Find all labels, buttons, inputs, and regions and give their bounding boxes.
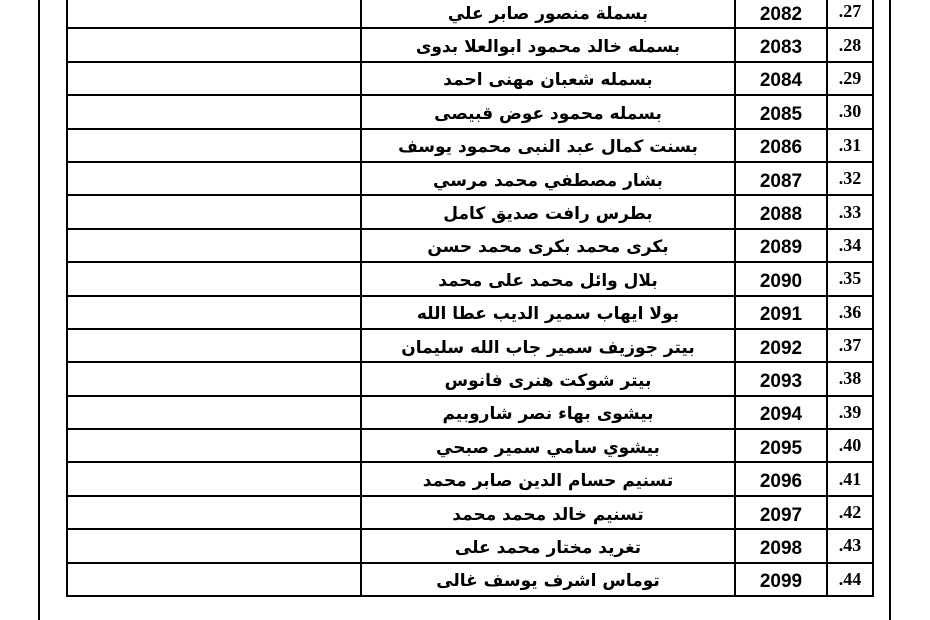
table-row (67, 129, 873, 162)
student-name-cell (361, 396, 735, 429)
seat-number: 2088 (759, 204, 803, 226)
student-name-cell (361, 162, 735, 195)
blank-cell (67, 129, 361, 162)
seat-number-cell (735, 329, 827, 362)
student-name-cell (361, 195, 735, 228)
serial-number: .44 (827, 563, 873, 596)
student-name: بشار مصطفي محمد مرسي (433, 170, 663, 191)
seat-number-cell (735, 195, 827, 228)
seat-number-cell (735, 28, 827, 61)
serial-number: .36 (827, 296, 873, 329)
student-name-cell (361, 362, 735, 395)
seat-number-cell (735, 462, 827, 495)
student-name: بسمله محمود عوض قبيصى (434, 103, 662, 124)
blank-cell (67, 95, 361, 128)
table-row (67, 362, 873, 395)
student-name: بسمله شعبان مهنى احمد (443, 70, 653, 91)
serial-number: .32 (827, 162, 873, 195)
seat-number-cell (735, 563, 827, 596)
student-name: تسنيم حسام الدين صابر محمد (422, 471, 674, 492)
student-name: بسمله خالد محمود ابوالعلا بدوى (415, 37, 681, 58)
student-name: بسملة منصور صابر علي (447, 3, 649, 24)
student-name: بلال وائل محمد على محمد (438, 270, 658, 291)
seat-number: 2093 (759, 370, 803, 392)
student-name: بيتر جوزيف سمير جاب الله سليمان (401, 337, 695, 358)
seat-number: 2083 (759, 37, 803, 59)
student-name: بكرى محمد بكرى محمد حسن (427, 237, 669, 258)
student-name-cell (361, 496, 735, 529)
seat-number: 2092 (759, 337, 803, 359)
blank-cell (67, 496, 361, 529)
table-row (67, 162, 873, 195)
table-row (67, 462, 873, 495)
seat-number: 2084 (759, 70, 803, 92)
seat-number: 2089 (759, 237, 803, 259)
student-name: تغريد مختار محمد على (454, 537, 642, 558)
table-row (67, 262, 873, 295)
student-name-cell (361, 429, 735, 462)
blank-cell (67, 262, 361, 295)
student-name: توماس اشرف يوسف غالى (436, 571, 660, 592)
seat-number: 2099 (759, 571, 803, 593)
table-row (67, 496, 873, 529)
blank-cell (67, 329, 361, 362)
seat-number: 2096 (759, 471, 803, 493)
table-row (67, 296, 873, 329)
student-name: بيشوى بهاء نصر شاروبيم (442, 404, 654, 425)
student-name-cell (361, 563, 735, 596)
seat-number-cell (735, 396, 827, 429)
serial-number: .30 (827, 95, 873, 128)
serial-number: .29 (827, 62, 873, 95)
serial-number: .37 (827, 329, 873, 362)
student-name: بطرس رافت صديق كامل (443, 204, 653, 225)
seat-number: 2094 (759, 404, 803, 426)
seat-number-cell (735, 0, 827, 28)
seat-number-cell (735, 95, 827, 128)
roster-body (67, 0, 873, 596)
serial-number: .42 (827, 496, 873, 529)
student-name: بولا ايهاب سمير الديب عطا الله (416, 304, 680, 325)
blank-cell (67, 229, 361, 262)
student-name-cell (361, 229, 735, 262)
table-row (67, 28, 873, 61)
seat-number: 2086 (759, 137, 803, 159)
seat-number-cell (735, 129, 827, 162)
table-row (67, 563, 873, 596)
page-border-left (38, 0, 40, 620)
student-name: تسنيم خالد محمد محمد (452, 504, 644, 525)
student-roster-table (66, 0, 874, 597)
seat-number-cell (735, 62, 827, 95)
student-name-cell (361, 329, 735, 362)
student-name: بيتر شوكت هنرى فانوس (444, 370, 652, 391)
page-border-right (889, 0, 891, 620)
student-name-cell (361, 95, 735, 128)
seat-number-cell (735, 362, 827, 395)
seat-number-cell (735, 229, 827, 262)
serial-number: .34 (827, 229, 873, 262)
seat-number-cell (735, 496, 827, 529)
serial-number: .39 (827, 396, 873, 429)
seat-number: 2097 (759, 504, 803, 526)
table-row (67, 529, 873, 562)
table-row (67, 62, 873, 95)
seat-number-cell (735, 296, 827, 329)
table-row (67, 0, 873, 28)
serial-number: .31 (827, 129, 873, 162)
table-row (67, 195, 873, 228)
table-row (67, 396, 873, 429)
student-name: بيشوي سامي سمير صبحي (436, 437, 660, 458)
seat-number: 2087 (759, 170, 803, 192)
blank-cell (67, 429, 361, 462)
blank-cell (67, 28, 361, 61)
seat-number: 2095 (759, 437, 803, 459)
student-name-cell (361, 62, 735, 95)
serial-number: .27 (827, 0, 873, 28)
seat-number-cell (735, 429, 827, 462)
seat-number: 2090 (759, 270, 803, 292)
serial-number: .38 (827, 362, 873, 395)
serial-number: .28 (827, 28, 873, 61)
serial-number: .43 (827, 529, 873, 562)
seat-number: 2082 (759, 3, 803, 25)
seat-number: 2098 (759, 537, 803, 559)
table-row (67, 429, 873, 462)
student-name: بسنت كمال عبد النبى محمود يوسف (398, 137, 698, 158)
blank-cell (67, 0, 361, 28)
student-name-cell (361, 262, 735, 295)
student-name-cell (361, 0, 735, 28)
blank-cell (67, 396, 361, 429)
serial-number: .33 (827, 195, 873, 228)
blank-cell (67, 529, 361, 562)
blank-cell (67, 362, 361, 395)
student-name-cell (361, 529, 735, 562)
blank-cell (67, 162, 361, 195)
student-name-cell (361, 296, 735, 329)
blank-cell (67, 195, 361, 228)
serial-number: .41 (827, 462, 873, 495)
serial-number: .35 (827, 262, 873, 295)
seat-number-cell (735, 162, 827, 195)
seat-number-cell (735, 262, 827, 295)
seat-number: 2091 (759, 304, 803, 326)
student-name-cell (361, 28, 735, 61)
blank-cell (67, 563, 361, 596)
table-row (67, 95, 873, 128)
student-name-cell (361, 129, 735, 162)
blank-cell (67, 462, 361, 495)
table-row (67, 329, 873, 362)
serial-number: .40 (827, 429, 873, 462)
table-row (67, 229, 873, 262)
student-name-cell (361, 462, 735, 495)
blank-cell (67, 296, 361, 329)
blank-cell (67, 62, 361, 95)
seat-number: 2085 (759, 103, 803, 125)
seat-number-cell (735, 529, 827, 562)
